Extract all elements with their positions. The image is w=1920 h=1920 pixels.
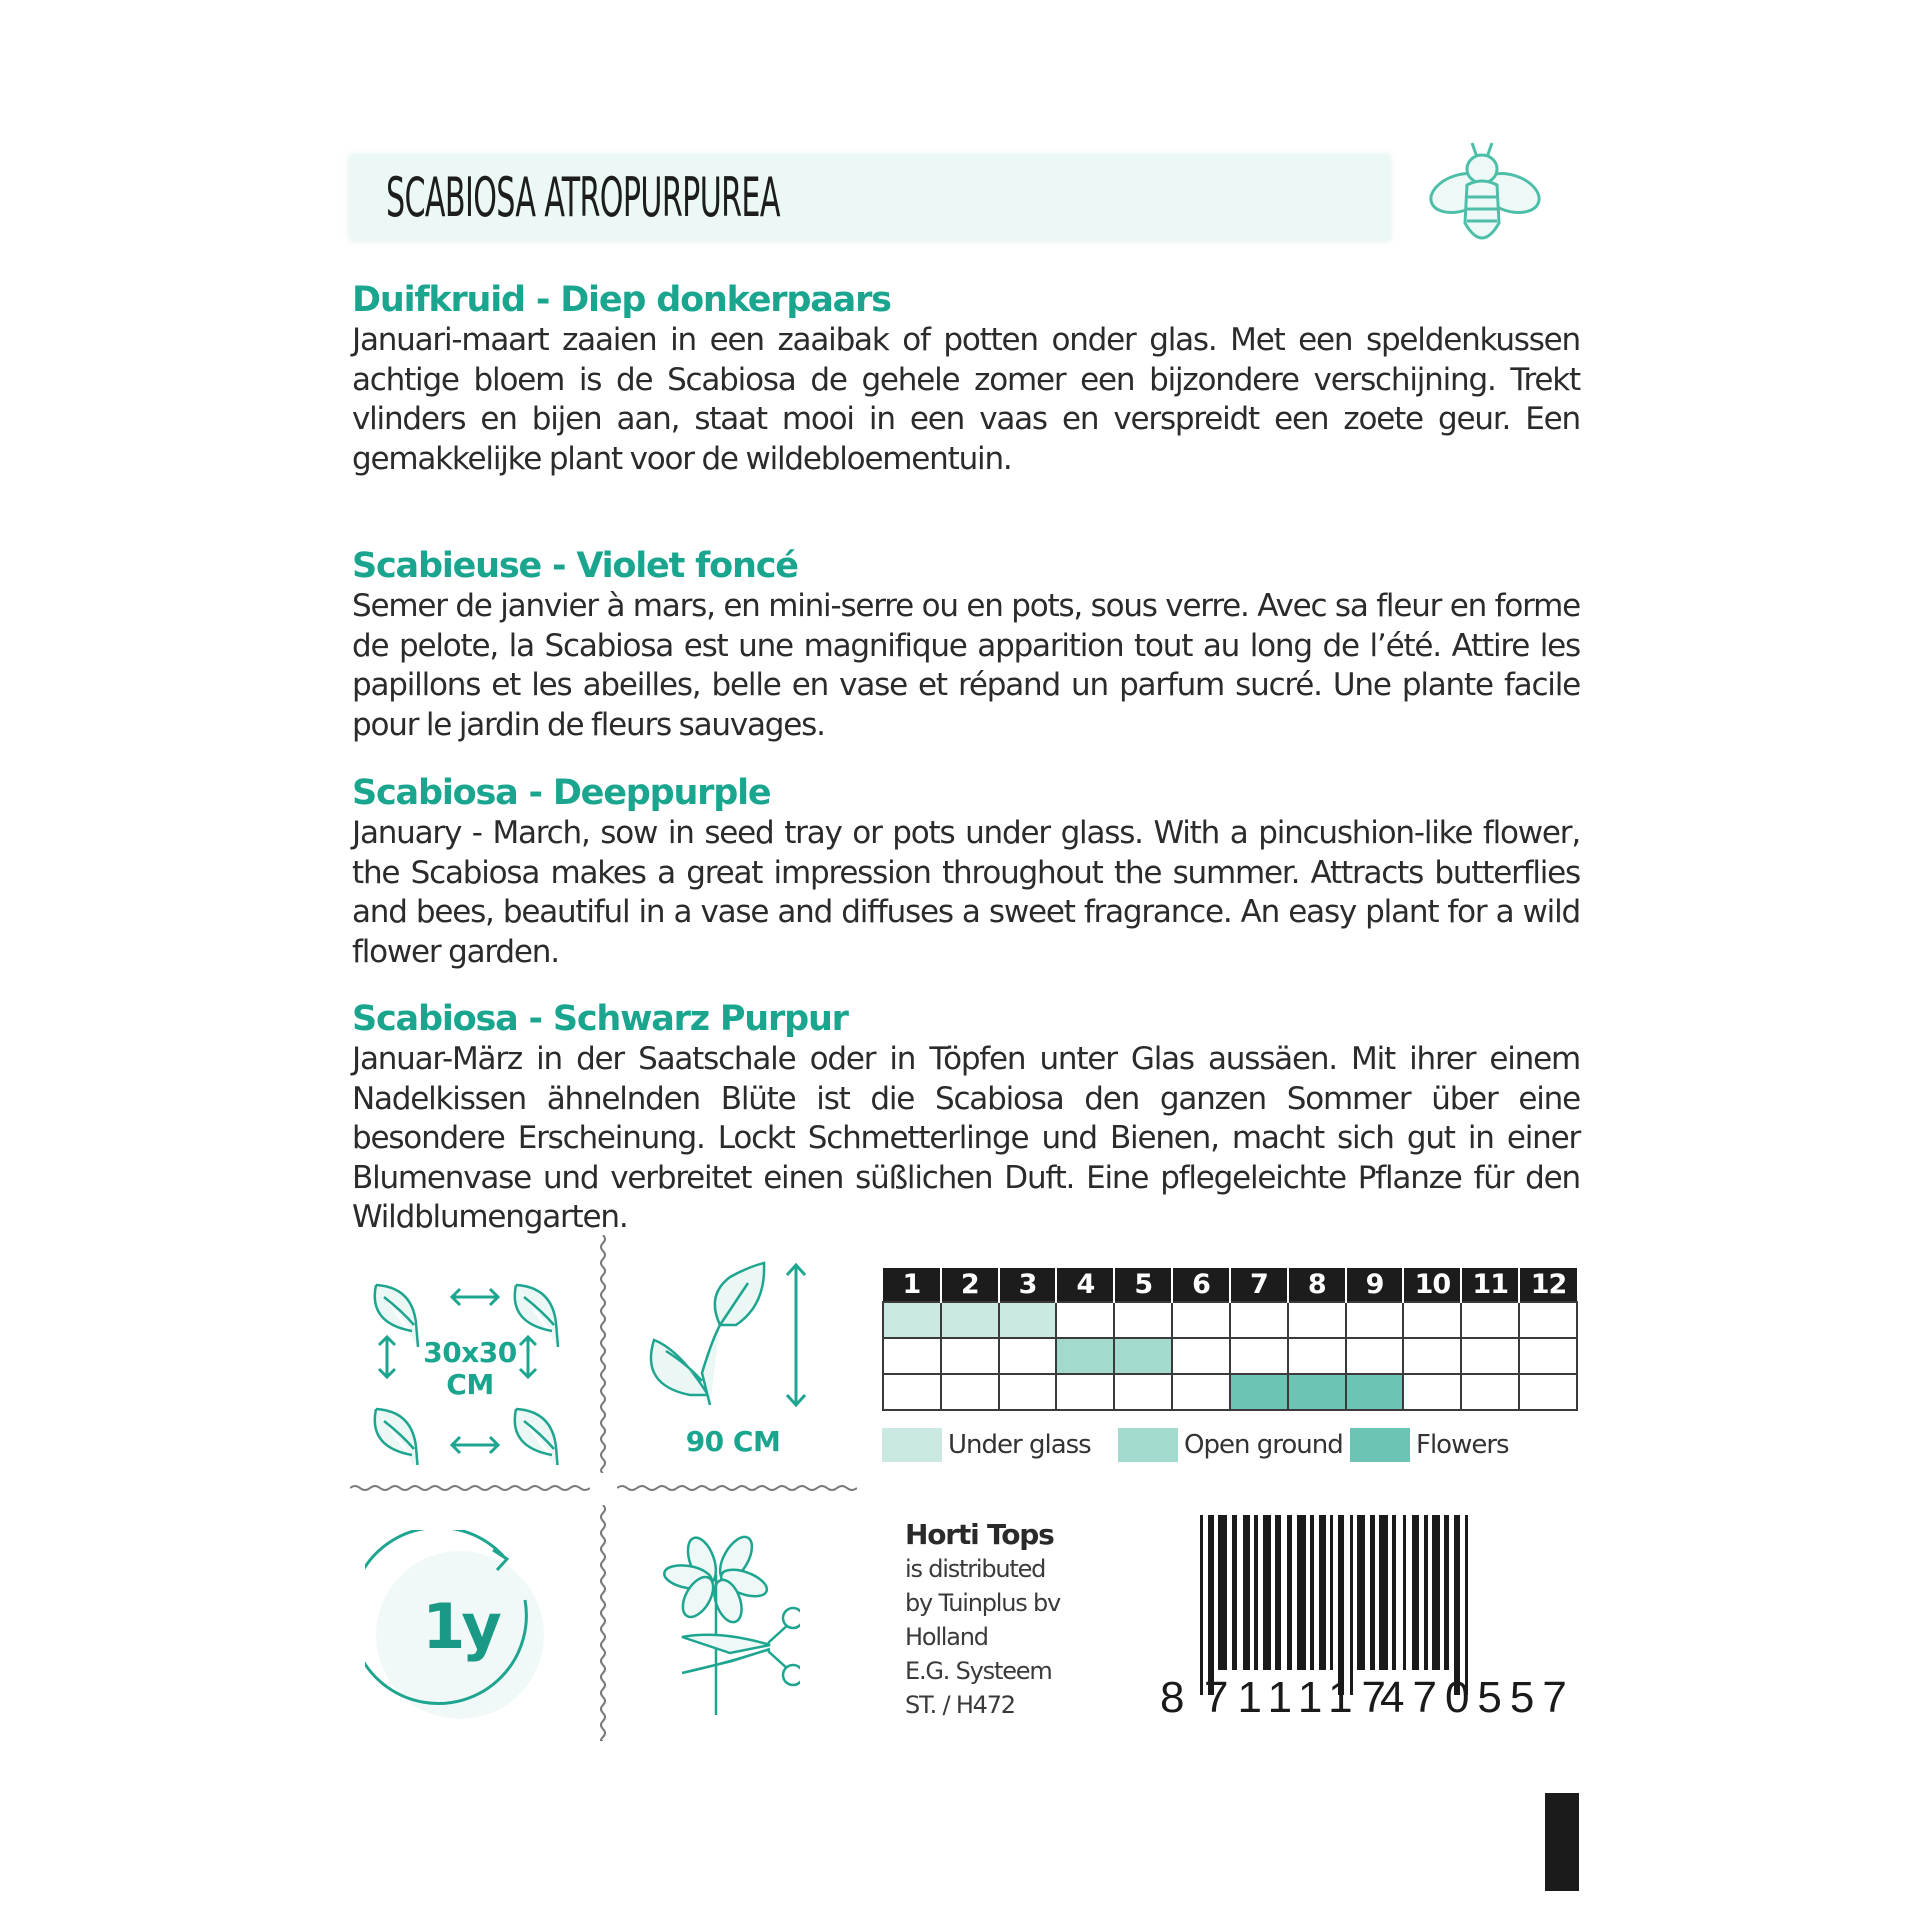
plant-height-icon xyxy=(640,1255,840,1465)
calendar-cell xyxy=(1346,1338,1404,1374)
month-3: 3 xyxy=(999,1268,1057,1302)
section-heading: Scabiosa - Schwarz Purpur xyxy=(352,999,848,1039)
open-ground-swatch xyxy=(1118,1428,1178,1462)
calendar-cell xyxy=(1230,1374,1288,1410)
month-7: 7 xyxy=(1230,1268,1288,1302)
wavy-divider-horizontal xyxy=(617,1483,857,1493)
calendar-cell xyxy=(1056,1374,1114,1410)
month-12: 12 xyxy=(1519,1268,1577,1302)
calendar-cell xyxy=(1461,1338,1519,1374)
calendar-cell xyxy=(1346,1302,1404,1338)
legend-flowers xyxy=(1350,1425,1509,1465)
calendar-cell xyxy=(1056,1302,1114,1338)
calendar-cell xyxy=(1288,1302,1346,1338)
calendar-cell xyxy=(1172,1302,1230,1338)
wavy-divider-horizontal xyxy=(350,1483,590,1493)
calendar-cell xyxy=(1346,1374,1404,1410)
spacing-label-line1: 30x30 xyxy=(423,1336,517,1369)
calendar-cell xyxy=(1230,1302,1288,1338)
month-1: 1 xyxy=(883,1268,941,1302)
section-body: Semer de janvier à mars, en mini-serre ou en pots, sous verre. Avec sa fleur en forme de pelote, la Scabiosa est une magnifique apparition tout au long de l’été. Attire les papillons et les abeilles, belle en vase et répand un parfum sucré. Une plante facile pour le jardin de fleurs sauvages. xyxy=(352,588,1580,743)
barcode-left-digits: 711117 xyxy=(1204,1673,1396,1722)
calendar-cell xyxy=(883,1374,941,1410)
calendar-row-flowers xyxy=(883,1374,1577,1410)
month-10: 10 xyxy=(1403,1268,1461,1302)
calendar-cell xyxy=(1172,1338,1230,1374)
calendar-month-header xyxy=(883,1268,1577,1302)
calendar-cell xyxy=(941,1374,999,1410)
calendar-row-under-glass xyxy=(883,1302,1577,1338)
distributor-info xyxy=(905,1518,1165,1722)
latin-name-title: SCABIOSA ATROPURPUREA xyxy=(386,166,780,229)
print-mark xyxy=(1545,1793,1579,1891)
distributor-line: is distributed xyxy=(905,1555,1046,1583)
calendar-cell xyxy=(1288,1374,1346,1410)
wavy-divider-vertical xyxy=(598,1235,608,1473)
calendar-row-open-ground xyxy=(883,1338,1577,1374)
month-9: 9 xyxy=(1346,1268,1404,1302)
cut-flower-scissors-icon xyxy=(660,1525,800,1730)
calendar-cell xyxy=(1519,1338,1577,1374)
height-label: 90 CM xyxy=(685,1425,781,1458)
distributor-line: by Tuinplus bv xyxy=(905,1589,1061,1617)
section-german xyxy=(352,998,1580,1238)
under-glass-swatch xyxy=(882,1428,942,1462)
calendar-cell xyxy=(1114,1302,1172,1338)
distributor-line: E.G. Systeem xyxy=(905,1657,1052,1685)
calendar-cell xyxy=(1403,1302,1461,1338)
calendar-cell xyxy=(883,1302,941,1338)
section-dutch xyxy=(352,279,1580,479)
calendar-cell xyxy=(1403,1338,1461,1374)
month-8: 8 xyxy=(1288,1268,1346,1302)
calendar-cell xyxy=(1114,1374,1172,1410)
distributor-line: ST. / H472 xyxy=(905,1691,1015,1719)
section-heading: Duifkruid - Diep donkerpaars xyxy=(352,280,891,320)
legend-label: Under glass xyxy=(948,1430,1091,1460)
calendar-cell xyxy=(1519,1302,1577,1338)
section-body: Januari-maart zaaien in een zaaibak of potten onder glas. Met een speldenkussen achtige bloem is de Scabiosa de gehele zomer een bijzondere verschijning. Trekt vlinders en bijen aan, staat mooi in een vaas en verspreidt een zoete geur. Een gemakkelijke plant voor de wildebloementuin. xyxy=(352,322,1580,477)
bee-icon xyxy=(1425,135,1545,255)
section-english xyxy=(352,772,1580,972)
calendar-cell xyxy=(941,1338,999,1374)
month-4: 4 xyxy=(1056,1268,1114,1302)
calendar-legend xyxy=(882,1425,1582,1465)
section-french xyxy=(352,545,1580,745)
month-5: 5 xyxy=(1114,1268,1172,1302)
legend-label: Open ground xyxy=(1184,1430,1343,1460)
legend-open-ground xyxy=(1118,1425,1343,1465)
section-heading: Scabieuse - Violet foncé xyxy=(352,546,798,586)
calendar-cell xyxy=(883,1338,941,1374)
spacing-label-line2: CM xyxy=(446,1368,494,1401)
calendar-cell xyxy=(1288,1338,1346,1374)
month-6: 6 xyxy=(1172,1268,1230,1302)
legend-label: Flowers xyxy=(1416,1430,1509,1460)
month-2: 2 xyxy=(941,1268,999,1302)
calendar-cell xyxy=(999,1338,1057,1374)
ean-barcode xyxy=(1160,1515,1580,1725)
calendar-cell xyxy=(1056,1338,1114,1374)
section-heading: Scabiosa - Deeppurple xyxy=(352,773,771,813)
calendar-cell xyxy=(1172,1374,1230,1410)
calendar-cell xyxy=(999,1374,1057,1410)
calendar-cell xyxy=(999,1302,1057,1338)
calendar-cell xyxy=(1403,1374,1461,1410)
barcode-right-digits: 470557 xyxy=(1380,1673,1575,1722)
distributor-line: Holland xyxy=(905,1623,988,1651)
calendar-cell xyxy=(1519,1374,1577,1410)
wavy-divider-vertical xyxy=(598,1505,608,1741)
lifecycle-label: 1y xyxy=(422,1590,498,1663)
calendar-cell xyxy=(941,1302,999,1338)
brand-name: Horti Tops xyxy=(905,1518,1054,1551)
calendar-cell xyxy=(1114,1338,1172,1374)
barcode-first-digit: 8 xyxy=(1160,1673,1185,1722)
section-body: January - March, sow in seed tray or pots under glass. With a pincushion-like flower, the Scabiosa makes a great impression throughout the summer. Attracts butterflies and bees, beautiful in a vase and diffuses a sweet fragrance. An easy plant for a wild flower garden. xyxy=(352,815,1580,970)
calendar-cell xyxy=(1461,1374,1519,1410)
legend-under-glass xyxy=(882,1425,1091,1465)
annual-cycle-icon xyxy=(365,1530,565,1730)
product-title-band xyxy=(350,155,1390,240)
plant-spacing-icon xyxy=(360,1255,580,1465)
flowers-swatch xyxy=(1350,1428,1410,1462)
section-body: Januar-März in der Saatschale oder in Töpfen unter Glas aussäen. Mit ihrer einem Nadelkissen ähnelnden Blüte ist die Scabiosa den ganzen Sommer über eine besondere Erscheinung. Lockt Schmetterlinge und Bienen, macht sich gut in einer Blumenvase und verbreitet einen süßlichen Duft. Eine pflegeleichte Pflanze für den Wildblumengarten. xyxy=(352,1041,1580,1235)
month-11: 11 xyxy=(1461,1268,1519,1302)
calendar-cell xyxy=(1230,1338,1288,1374)
calendar-cell xyxy=(1461,1302,1519,1338)
sowing-calendar xyxy=(882,1268,1578,1411)
